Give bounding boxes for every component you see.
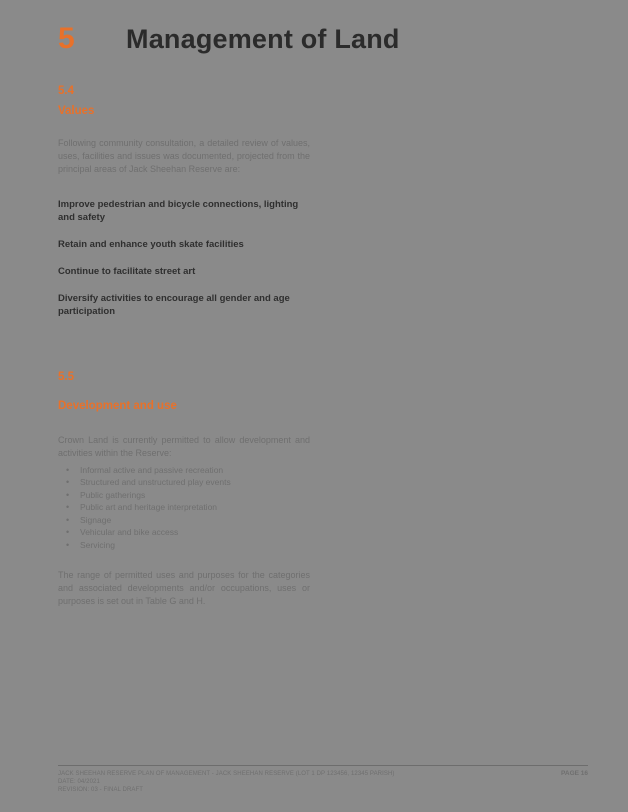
list-item: • Informal active and passive recreation <box>58 464 588 477</box>
list-item: • Public art and heritage interpretation <box>58 501 588 514</box>
section-values <box>58 84 588 332</box>
value-statement-text: Diversify activities to encourage all gender and age participation <box>58 292 290 317</box>
list-item: • Public gatherings <box>58 489 588 502</box>
page-number: PAGE 16 <box>561 770 588 777</box>
list-item: • Signage <box>58 514 588 527</box>
section-title: Values <box>58 104 95 117</box>
section-title: Development and use <box>58 399 177 412</box>
value-statement-text: Continue to facilitate street art <box>58 265 196 277</box>
list-item: • Vehicular and bike access <box>58 526 588 539</box>
section-number: 5.4 <box>58 85 74 97</box>
value-statement <box>58 292 588 318</box>
section-development-and-use <box>58 370 588 608</box>
footer-document-reference <box>58 770 395 794</box>
footer-line-2: DATE: 04/2021 <box>58 779 100 785</box>
value-statement <box>58 238 588 251</box>
list-item: • Servicing <box>58 539 588 552</box>
page-title: Management of Land <box>126 23 400 54</box>
section-number: 5.5 <box>58 371 74 383</box>
footer-line-3: REVISION: 03 - FINAL DRAFT <box>58 787 144 793</box>
permitted-uses-list <box>58 464 588 552</box>
page-footer <box>58 765 588 794</box>
value-statement <box>58 198 588 224</box>
footer-line-1: JACK SHEEHAN RESERVE PLAN OF MANAGEMENT - JACK SHEEHAN RESERVE (LOT 1 DP 123456, 12345 PARISH) <box>58 771 395 777</box>
value-statement-text: Improve pedestrian and bicycle connections, lighting and safety <box>58 198 299 223</box>
value-statement-text: Retain and enhance youth skate facilities <box>58 238 244 250</box>
section-intro-paragraph: Following community consultation, a detailed review of values, uses, facilities and issues was documented, projected from the principal areas of Jack Sheehan Reserve are: <box>58 137 310 174</box>
section-closing-paragraph: The range of permitted uses and purposes for the categories and associated developments and/or occupations, uses or purposes is set out in Table G and H. <box>58 570 310 607</box>
document-header <box>58 24 588 54</box>
section-intro-paragraph: Crown Land is currently permitted to allow development and activities within the Reserve: <box>58 434 310 458</box>
value-statement <box>58 265 588 278</box>
list-item: • Structured and unstructured play events <box>58 476 588 489</box>
chapter-number: 5 <box>58 22 75 55</box>
